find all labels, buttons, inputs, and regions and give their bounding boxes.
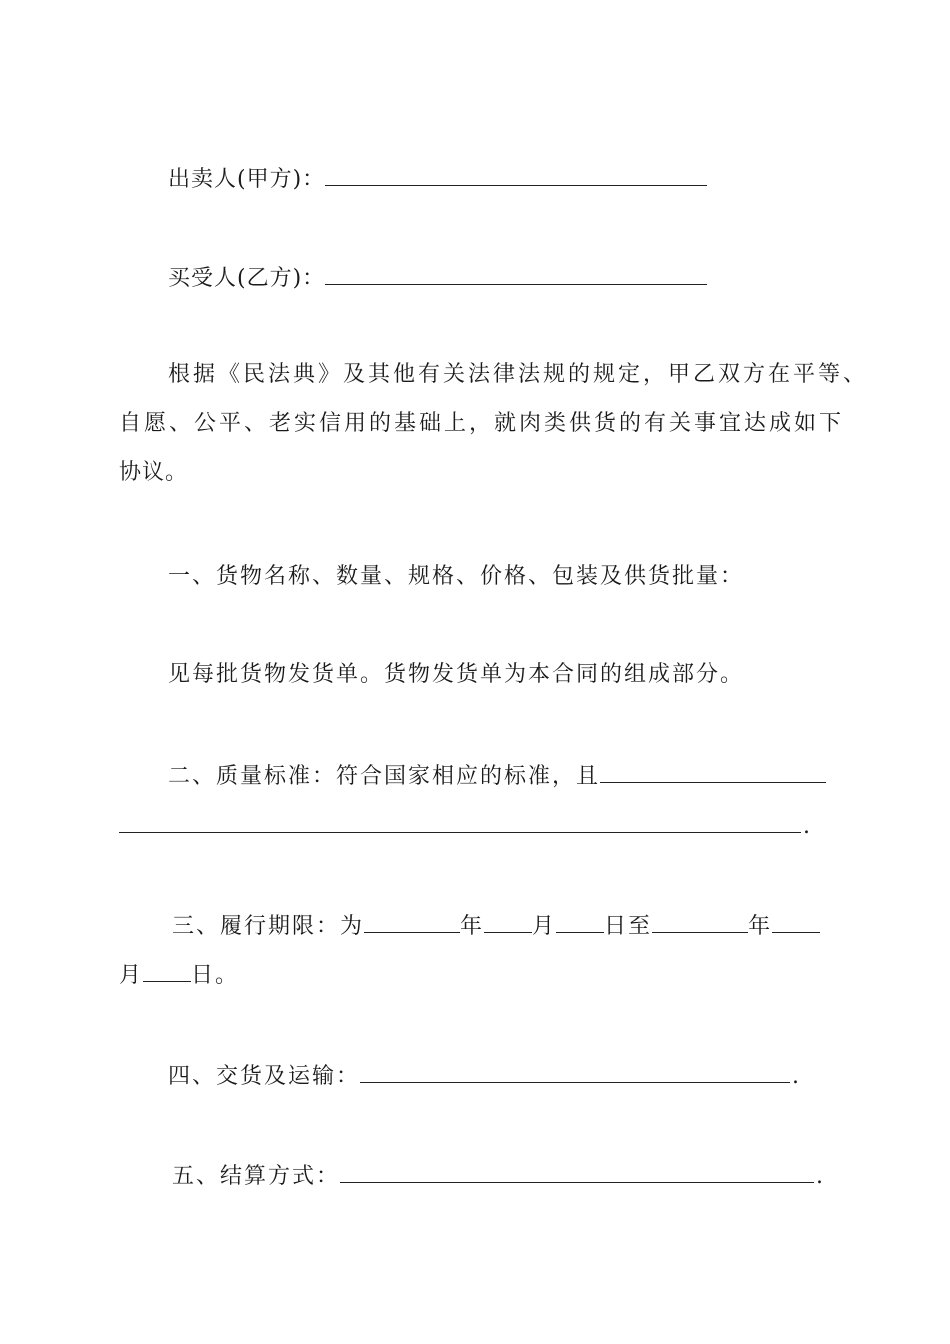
section-2-period: . <box>803 814 811 839</box>
section-2-line <box>168 760 826 792</box>
start-year-label: 年 <box>460 914 485 939</box>
day-to-label: 日至 <box>604 914 653 939</box>
end-year-label: 年 <box>748 914 773 939</box>
end-month-label: 月 <box>119 963 144 988</box>
start-year-blank <box>364 910 460 933</box>
section-2-label: 二、质量标准：符合国家相应的标准，且 <box>168 764 601 789</box>
section-5-period: . <box>816 1164 826 1189</box>
seller-blank <box>325 163 707 186</box>
section-5-line <box>172 1160 825 1192</box>
section-1-title: 一、货物名称、数量、规格、价格、包装及供货批量： <box>168 564 745 589</box>
intro-line-1: 根据《民法典》及其他有关法律法规的规定，甲乙双方在平等、 <box>168 362 869 387</box>
section-2-blank-2 <box>119 810 801 833</box>
section-5-label: 五、结算方式： <box>172 1164 341 1189</box>
end-month-blank <box>772 910 820 933</box>
section-4-blank <box>360 1060 790 1083</box>
start-day-blank <box>556 910 604 933</box>
section-3-continuation <box>119 959 239 991</box>
end-day-label: 日。 <box>191 963 240 988</box>
section-4-period: . <box>792 1064 802 1089</box>
section-2-continuation <box>119 810 811 842</box>
seller-label: 出卖人(甲方)： <box>168 167 326 192</box>
end-day-blank <box>143 959 191 982</box>
intro-line-3: 协议。 <box>119 460 189 485</box>
section-3-line <box>172 910 820 942</box>
section-3-prefix: 三、履行期限：为 <box>172 914 365 939</box>
section-4-label: 四、交货及运输： <box>168 1064 361 1089</box>
section-5-blank <box>340 1160 814 1183</box>
end-year-blank <box>652 910 748 933</box>
start-month-blank <box>484 910 532 933</box>
section-1-body: 见每批货物发货单。货物发货单为本合同的组成部分。 <box>168 662 745 687</box>
buyer-label: 买受人(乙方)： <box>168 266 326 291</box>
seller-line <box>168 163 707 195</box>
section-2-blank-1 <box>600 760 826 783</box>
intro-line-2: 自愿、公平、老实信用的基础上，就肉类供货的有关事宜达成如下 <box>119 411 845 436</box>
buyer-line <box>168 262 707 294</box>
buyer-blank <box>325 262 707 285</box>
start-month-label: 月 <box>532 914 557 939</box>
section-4-line <box>168 1060 801 1092</box>
